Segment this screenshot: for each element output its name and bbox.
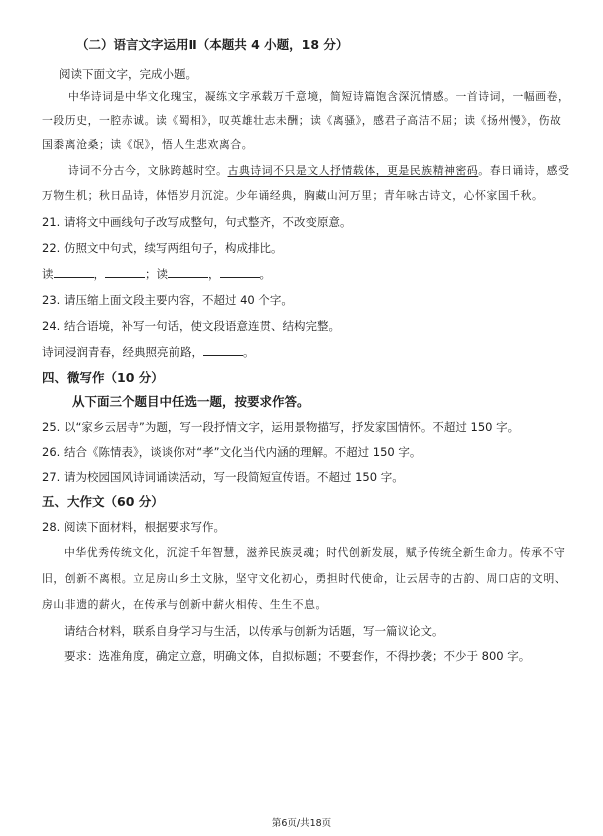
- passage2-line2: 万物生机；秋日品诗，体悟岁月沉淀。少年诵经典，胸藏山河万里；青年咏古诗文，心怀家国千秋。: [42, 189, 544, 202]
- material-line2: 旧，创新不离根。立足房山乡土文脉，坚守文化初心，勇担时代使命，让云居寺的古韵、周口店的文明、: [42, 572, 567, 585]
- passage2-text-a: 诗词不分古今，文脉跨越时空。: [68, 164, 228, 177]
- answer-blank[interactable]: [168, 266, 208, 278]
- passage1-line2: 一段历史，一腔赤诚。读《蜀相》，叹英雄壮志未酬；读《离骚》，感君子高洁不屈；读《扬州慢》，伤故: [42, 114, 562, 127]
- q22-fill-line: [42, 266, 271, 282]
- question-22: 22. 仿照文中句式，续写两组句子，构成排比。: [42, 241, 283, 255]
- writing-task: 请结合材料，联系自身学习与生活，以传承与创新为话题，写一篇议论文。: [64, 624, 444, 638]
- q22-semicolon: ；: [145, 267, 157, 281]
- section4-instruction: 从下面三个题目中任选一题，按要求作答。: [72, 394, 310, 409]
- answer-blank[interactable]: [105, 266, 145, 278]
- question-24: 24. 结合语境，补写一句话，使文段语意连贯、结构完整。: [42, 319, 340, 333]
- q22-comma-1: ，: [93, 267, 105, 281]
- answer-blank[interactable]: [220, 266, 260, 278]
- section4-heading: 四、微写作（10 分）: [42, 370, 164, 385]
- section2-heading: （二）语言文字运用Ⅱ（本题共 4 小题，18 分）: [76, 37, 349, 52]
- q22-du-2: 读: [156, 267, 168, 281]
- underlined-sentence: 古典诗词不只是文人抒情载体，更是民族精神密码: [227, 164, 479, 177]
- question-28: 28. 阅读下面材料，根据要求写作。: [42, 520, 225, 534]
- question-25: 25. 以“家乡云居寺”为题，写一段抒情文字，运用景物描写，抒发家国情怀。不超过 150 字。: [42, 420, 520, 434]
- material-line3: 房山非遗的薪火，在传承与创新中薪火相传、生生不息。: [42, 598, 327, 611]
- passage2-text-b: 。春日诵诗，感受: [478, 164, 570, 177]
- passage1-line3: 国黍离沧桑；读《氓》，悟人生悲欢离合。: [42, 138, 254, 151]
- page-number: 第6页/共18页: [271, 818, 332, 829]
- q24-fill-text: 诗词浸润青春，经典照亮前路，: [42, 345, 203, 359]
- section5-heading: 五、大作文（60 分）: [42, 494, 164, 509]
- answer-blank[interactable]: [54, 266, 94, 278]
- writing-requirement: 要求：选准角度，确定立意，明确文体，自拟标题；不要套作，不得抄袭；不少于 800 字。: [64, 649, 531, 663]
- read-instruction: 阅读下面文字，完成小题。: [59, 67, 197, 81]
- answer-blank[interactable]: [203, 344, 243, 356]
- question-23: 23. 请压缩上面文段主要内容，不超过 40 个字。: [42, 293, 293, 307]
- q22-comma-2: ，: [208, 267, 220, 281]
- q24-fill-line: [42, 344, 255, 360]
- q22-period: 。: [259, 267, 271, 281]
- question-26: 26. 结合《陈情表》，谈谈你对“孝”文化当代内涵的理解。不超过 150 字。: [42, 445, 422, 459]
- material-line1: 中华优秀传统文化，沉淀千年智慧，滋养民族灵魂；时代创新发展，赋予传统全新生命力。传承不守: [64, 546, 566, 559]
- question-21: 21. 请将文中画线句子改写成整句，句式整齐，不改变原意。: [42, 215, 352, 229]
- passage1-line1: 中华诗词是中华文化瑰宝，凝练文字承载万千意境，简短诗篇饱含深沉情感。一首诗词，一幅画卷，: [68, 90, 570, 103]
- passage2-line1: [68, 163, 569, 179]
- q22-du-1: 读: [42, 267, 54, 281]
- question-27: 27. 请为校园国风诗词诵读活动，写一段简短宣传语。不超过 150 字。: [42, 470, 404, 484]
- q24-period: 。: [243, 345, 255, 359]
